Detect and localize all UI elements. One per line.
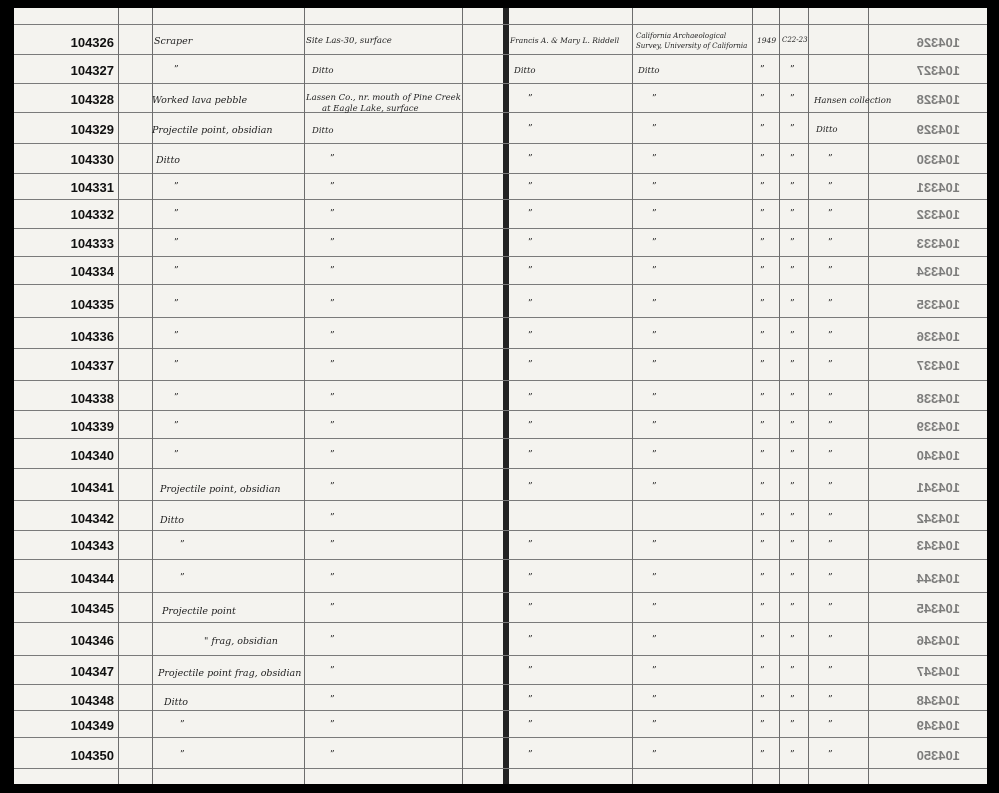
source: California Archaeological bbox=[636, 32, 727, 40]
ditto-mark: ” bbox=[790, 603, 795, 613]
ditto-mark: ” bbox=[528, 482, 533, 492]
ditto-mark: ” bbox=[790, 540, 795, 550]
ruled-line bbox=[14, 410, 987, 411]
ditto-mark: ” bbox=[528, 666, 533, 676]
ditto-mark: ” bbox=[790, 331, 795, 341]
ditto-mark: ” bbox=[330, 666, 335, 676]
ditto-mark: ” bbox=[790, 421, 795, 431]
ditto-mark: ” bbox=[174, 182, 179, 192]
ditto-mark: ” bbox=[760, 603, 765, 613]
ditto-mark: ” bbox=[828, 360, 833, 370]
ditto-mark: ” bbox=[528, 540, 533, 550]
ditto-mark: ” bbox=[330, 603, 335, 613]
catalog-number: 104344 bbox=[70, 571, 114, 586]
ditto-mark: ” bbox=[174, 360, 179, 370]
ditto-mark: ” bbox=[760, 154, 765, 164]
ghost-number: 104340 bbox=[916, 448, 960, 463]
ghost-number: 104345 bbox=[916, 601, 960, 616]
ditto-mark: ” bbox=[652, 695, 657, 705]
ditto-mark: ” bbox=[760, 513, 765, 523]
ditto-mark: ” bbox=[652, 94, 657, 104]
description: " frag, obsidian bbox=[204, 636, 278, 647]
catalog-number: 104336 bbox=[70, 329, 114, 344]
ruled-line bbox=[14, 317, 987, 318]
source: Survey, University of California bbox=[636, 42, 748, 50]
ditto-mark: ” bbox=[528, 94, 533, 104]
ruled-line bbox=[14, 199, 987, 200]
ditto-mark: ” bbox=[174, 266, 179, 276]
ditto-mark: ” bbox=[760, 720, 765, 730]
ghost-number: 104350 bbox=[916, 748, 960, 763]
catalog-number: 104345 bbox=[70, 601, 114, 616]
ghost-number: 104330 bbox=[916, 152, 960, 167]
ditto-mark: ” bbox=[760, 695, 765, 705]
ditto-mark: ” bbox=[528, 331, 533, 341]
catalog-number: 104342 bbox=[70, 511, 114, 526]
ditto-mark: ” bbox=[528, 209, 533, 219]
ditto-mark: ” bbox=[760, 482, 765, 492]
ditto-mark: ” bbox=[790, 154, 795, 164]
ghost-number: 104339 bbox=[916, 419, 960, 434]
ditto-mark: ” bbox=[828, 720, 833, 730]
ditto-mark: ” bbox=[790, 750, 795, 760]
ditto-mark: ” bbox=[760, 299, 765, 309]
ditto-mark: ” bbox=[652, 124, 657, 134]
ditto-mark: ” bbox=[760, 450, 765, 460]
ditto-mark: ” bbox=[760, 393, 765, 403]
ditto-mark: ” bbox=[760, 666, 765, 676]
ditto-mark: ” bbox=[652, 209, 657, 219]
ruled-line bbox=[14, 348, 987, 349]
ditto-mark: ” bbox=[828, 266, 833, 276]
column-rule bbox=[808, 8, 809, 784]
ditto-mark: ” bbox=[652, 393, 657, 403]
ruled-line bbox=[14, 112, 987, 113]
remarks: Hansen collection bbox=[814, 96, 892, 106]
year: 1949 bbox=[757, 36, 777, 45]
catalog-number: 104343 bbox=[70, 538, 114, 553]
ditto-mark: ” bbox=[330, 421, 335, 431]
ditto-mark: ” bbox=[828, 421, 833, 431]
ditto-mark: ” bbox=[790, 666, 795, 676]
ditto-mark: ” bbox=[528, 299, 533, 309]
column-rule bbox=[462, 8, 463, 784]
ruled-line bbox=[14, 24, 987, 25]
ditto-mark: ” bbox=[828, 450, 833, 460]
ditto-mark: ” bbox=[760, 65, 765, 75]
ditto-mark: ” bbox=[652, 182, 657, 192]
accession: C22-23 bbox=[782, 36, 808, 44]
column-rule bbox=[632, 8, 633, 784]
ditto-mark: ” bbox=[828, 393, 833, 403]
description: Ditto bbox=[156, 155, 181, 166]
ditto-mark: ” bbox=[174, 299, 179, 309]
locality: at Eagle Lake, surface bbox=[322, 104, 419, 114]
ditto-mark: ” bbox=[760, 540, 765, 550]
catalog-number: 104330 bbox=[70, 152, 114, 167]
ditto-mark: ” bbox=[828, 695, 833, 705]
ditto-mark: ” bbox=[330, 209, 335, 219]
catalog-number: 104328 bbox=[70, 92, 114, 107]
ghost-number: 104347 bbox=[916, 664, 960, 679]
ditto-mark: ” bbox=[790, 94, 795, 104]
ghost-number: 104336 bbox=[916, 329, 960, 344]
ditto-mark: ” bbox=[790, 124, 795, 134]
ditto-mark: ” bbox=[828, 666, 833, 676]
ditto-mark: ” bbox=[330, 154, 335, 164]
catalog-number: 104334 bbox=[70, 264, 114, 279]
description: Ditto bbox=[164, 697, 189, 708]
catalog-number: 104349 bbox=[70, 718, 114, 733]
catalog-number: 104339 bbox=[70, 419, 114, 434]
ditto-mark: ” bbox=[790, 299, 795, 309]
description: Projectile point, obsidian bbox=[160, 484, 281, 495]
ditto-mark: ” bbox=[174, 421, 179, 431]
ghost-number: 104326 bbox=[916, 35, 960, 50]
ditto-mark: ” bbox=[790, 695, 795, 705]
ditto-mark: ” bbox=[528, 695, 533, 705]
ditto-mark: ” bbox=[330, 513, 335, 523]
ruled-line bbox=[14, 54, 987, 55]
ditto-mark: ” bbox=[760, 124, 765, 134]
description: Ditto bbox=[160, 515, 185, 526]
catalog-number: 104326 bbox=[70, 35, 114, 50]
ruled-line bbox=[14, 143, 987, 144]
ditto-mark: ” bbox=[528, 266, 533, 276]
catalog-number: 104350 bbox=[70, 748, 114, 763]
ditto-mark: ” bbox=[174, 65, 179, 75]
source: Ditto bbox=[638, 66, 660, 76]
ditto-mark: ” bbox=[528, 720, 533, 730]
remarks: Ditto bbox=[816, 125, 838, 135]
ditto-mark: ” bbox=[652, 720, 657, 730]
ghost-number: 104329 bbox=[916, 122, 960, 137]
ditto-mark: ” bbox=[652, 266, 657, 276]
ditto-mark: ” bbox=[828, 482, 833, 492]
catalog-number: 104335 bbox=[70, 297, 114, 312]
ghost-number: 104335 bbox=[916, 297, 960, 312]
column-rule bbox=[118, 8, 119, 784]
ruled-line bbox=[14, 500, 987, 501]
locality: Site Las-30, surface bbox=[306, 36, 392, 46]
ditto-mark: ” bbox=[528, 450, 533, 460]
ghost-number: 104333 bbox=[916, 236, 960, 251]
ditto-mark: ” bbox=[330, 182, 335, 192]
ditto-mark: ” bbox=[760, 238, 765, 248]
ghost-number: 104334 bbox=[916, 264, 960, 279]
ditto-mark: ” bbox=[828, 573, 833, 583]
ruled-line bbox=[14, 438, 987, 439]
ditto-mark: ” bbox=[828, 238, 833, 248]
ditto-mark: ” bbox=[528, 154, 533, 164]
ditto-mark: ” bbox=[790, 720, 795, 730]
ditto-mark: ” bbox=[652, 450, 657, 460]
description: Projectile point bbox=[162, 606, 236, 617]
ditto-mark: ” bbox=[760, 94, 765, 104]
ditto-mark: ” bbox=[174, 393, 179, 403]
column-rule bbox=[868, 8, 869, 784]
ditto-mark: ” bbox=[790, 482, 795, 492]
catalog-number: 104333 bbox=[70, 236, 114, 251]
ditto-mark: ” bbox=[790, 238, 795, 248]
column-rule bbox=[304, 8, 305, 784]
ghost-number: 104343 bbox=[916, 538, 960, 553]
ditto-mark: ” bbox=[790, 360, 795, 370]
ditto-mark: ” bbox=[528, 238, 533, 248]
ditto-mark: ” bbox=[760, 421, 765, 431]
ditto-mark: ” bbox=[652, 540, 657, 550]
ruled-line bbox=[14, 684, 987, 685]
ditto-mark: ” bbox=[828, 603, 833, 613]
ditto-mark: ” bbox=[760, 360, 765, 370]
catalog-number: 104327 bbox=[70, 63, 114, 78]
ditto-mark: ” bbox=[652, 666, 657, 676]
column-rule bbox=[752, 8, 753, 784]
ditto-mark: ” bbox=[652, 421, 657, 431]
film-edge bbox=[0, 0, 14, 793]
ditto-mark: ” bbox=[330, 450, 335, 460]
ditto-mark: ” bbox=[330, 635, 335, 645]
ditto-mark: ” bbox=[330, 720, 335, 730]
ditto-mark: ” bbox=[528, 124, 533, 134]
ditto-mark: ” bbox=[652, 154, 657, 164]
ditto-mark: ” bbox=[330, 238, 335, 248]
ruled-line bbox=[14, 710, 987, 711]
catalog-number: 104348 bbox=[70, 693, 114, 708]
ditto-mark: ” bbox=[828, 299, 833, 309]
ditto-mark: ” bbox=[180, 540, 185, 550]
ditto-mark: ” bbox=[330, 750, 335, 760]
ditto-mark: ” bbox=[790, 209, 795, 219]
ditto-mark: ” bbox=[828, 540, 833, 550]
catalog-number: 104341 bbox=[70, 480, 114, 495]
ditto-mark: ” bbox=[174, 238, 179, 248]
ruled-line bbox=[14, 83, 987, 84]
ditto-mark: ” bbox=[652, 238, 657, 248]
ruled-line bbox=[14, 737, 987, 738]
ditto-mark: ” bbox=[760, 331, 765, 341]
ditto-mark: ” bbox=[528, 603, 533, 613]
ditto-mark: ” bbox=[828, 513, 833, 523]
ditto-mark: ” bbox=[528, 421, 533, 431]
ditto-mark: ” bbox=[330, 266, 335, 276]
ditto-mark: ” bbox=[652, 635, 657, 645]
ditto-mark: ” bbox=[760, 209, 765, 219]
ruled-line bbox=[14, 256, 987, 257]
ditto-mark: ” bbox=[330, 573, 335, 583]
ditto-mark: ” bbox=[330, 331, 335, 341]
ghost-number: 104346 bbox=[916, 633, 960, 648]
ditto-mark: ” bbox=[652, 299, 657, 309]
ditto-mark: ” bbox=[330, 393, 335, 403]
ruled-line bbox=[14, 228, 987, 229]
ruled-line bbox=[14, 592, 987, 593]
ditto-mark: ” bbox=[180, 750, 185, 760]
ditto-mark: ” bbox=[790, 65, 795, 75]
ditto-mark: ” bbox=[760, 266, 765, 276]
ditto-mark: ” bbox=[790, 182, 795, 192]
ditto-mark: ” bbox=[790, 513, 795, 523]
ruled-line bbox=[14, 173, 987, 174]
ditto-mark: ” bbox=[828, 182, 833, 192]
column-rule bbox=[779, 8, 780, 784]
ditto-mark: ” bbox=[790, 266, 795, 276]
ditto-mark: ” bbox=[828, 750, 833, 760]
ditto-mark: ” bbox=[330, 360, 335, 370]
description: Worked lava pebble bbox=[152, 95, 248, 106]
ruled-line bbox=[14, 768, 987, 769]
catalog-number: 104346 bbox=[70, 633, 114, 648]
ditto-mark: ” bbox=[790, 573, 795, 583]
ditto-mark: ” bbox=[528, 573, 533, 583]
ditto-mark: ” bbox=[828, 209, 833, 219]
locality: Ditto bbox=[312, 126, 334, 136]
catalog-number: 104329 bbox=[70, 122, 114, 137]
locality: Lassen Co., nr. mouth of Pine Creek bbox=[306, 93, 461, 103]
ditto-mark: ” bbox=[174, 450, 179, 460]
ditto-mark: ” bbox=[760, 182, 765, 192]
ghost-number: 104338 bbox=[916, 391, 960, 406]
catalog-number: 104338 bbox=[70, 391, 114, 406]
ghost-number: 104349 bbox=[916, 718, 960, 733]
ditto-mark: ” bbox=[330, 540, 335, 550]
ruled-line bbox=[14, 559, 987, 560]
ditto-mark: ” bbox=[760, 573, 765, 583]
ruled-line bbox=[14, 284, 987, 285]
ditto-mark: ” bbox=[652, 603, 657, 613]
ghost-number: 104348 bbox=[916, 693, 960, 708]
ditto-mark: ” bbox=[180, 573, 185, 583]
ditto-mark: ” bbox=[652, 573, 657, 583]
ditto-mark: ” bbox=[652, 750, 657, 760]
ditto-mark: ” bbox=[174, 209, 179, 219]
ditto-mark: ” bbox=[528, 635, 533, 645]
ditto-mark: ” bbox=[828, 331, 833, 341]
description: Projectile point, obsidian bbox=[152, 125, 273, 136]
ghost-number: 104342 bbox=[916, 511, 960, 526]
catalog-number: 104347 bbox=[70, 664, 114, 679]
ghost-number: 104331 bbox=[916, 180, 960, 195]
ditto-mark: ” bbox=[174, 331, 179, 341]
ghost-number: 104328 bbox=[916, 92, 960, 107]
ruled-line bbox=[14, 380, 987, 381]
ghost-number: 104327 bbox=[916, 63, 960, 78]
ditto-mark: ” bbox=[760, 635, 765, 645]
ditto-mark: ” bbox=[790, 450, 795, 460]
catalog-number: 104337 bbox=[70, 358, 114, 373]
ghost-number: 104337 bbox=[916, 358, 960, 373]
ruled-line bbox=[14, 530, 987, 531]
locality: Ditto bbox=[312, 66, 334, 76]
description: Scraper bbox=[154, 36, 193, 47]
ghost-number: 104332 bbox=[916, 207, 960, 222]
ghost-number: 104344 bbox=[916, 571, 960, 586]
ditto-mark: ” bbox=[180, 720, 185, 730]
ditto-mark: ” bbox=[760, 750, 765, 760]
description: Projectile point frag, obsidian bbox=[158, 668, 302, 679]
ditto-mark: ” bbox=[828, 154, 833, 164]
catalog-number: 104331 bbox=[70, 180, 114, 195]
ditto-mark: ” bbox=[652, 331, 657, 341]
ditto-mark: ” bbox=[528, 360, 533, 370]
ruled-line bbox=[14, 655, 987, 656]
ditto-mark: ” bbox=[528, 182, 533, 192]
ditto-mark: ” bbox=[528, 750, 533, 760]
ghost-number: 104341 bbox=[916, 480, 960, 495]
ruled-line bbox=[14, 468, 987, 469]
catalog-number: 104340 bbox=[70, 448, 114, 463]
ditto-mark: ” bbox=[330, 695, 335, 705]
ditto-mark: ” bbox=[330, 482, 335, 492]
ditto-mark: ” bbox=[330, 299, 335, 309]
catalog-number: 104332 bbox=[70, 207, 114, 222]
ditto-mark: ” bbox=[528, 393, 533, 403]
ditto-mark: ” bbox=[790, 393, 795, 403]
ruled-line bbox=[14, 622, 987, 623]
ditto-mark: ” bbox=[828, 635, 833, 645]
collector: Ditto bbox=[514, 66, 536, 76]
collector: Francis A. & Mary L. Riddell bbox=[510, 36, 620, 45]
ditto-mark: ” bbox=[652, 360, 657, 370]
ditto-mark: ” bbox=[790, 635, 795, 645]
ditto-mark: ” bbox=[652, 482, 657, 492]
